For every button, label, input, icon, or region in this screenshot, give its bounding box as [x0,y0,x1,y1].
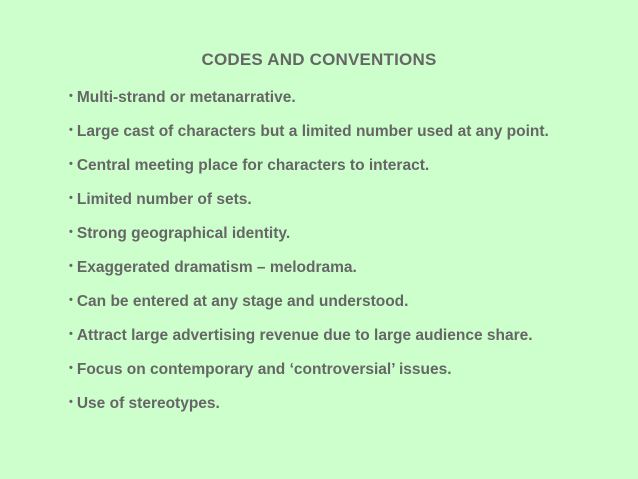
bullet-item [69,324,569,346]
bullet-item [69,392,569,414]
bullet-item [69,86,569,108]
bullet-text: Limited number of sets. [76,191,252,208]
bullet-text: Can be entered at any stage and understood. [76,293,409,310]
bullet-text: Central meeting place for characters to interact. [76,157,430,174]
bullet-text: Exaggerated dramatism – melodrama. [76,259,357,276]
bullet-item [69,256,569,278]
bullet-text: Use of stereotypes. [76,395,220,412]
bullet-text: Attract large advertising revenue due to large audience share. [76,327,533,344]
bullet-dot-icon: • [69,328,73,340]
bullet-item [69,358,569,380]
bullet-dot-icon: • [69,294,73,306]
bullet-dot-icon: • [69,124,73,136]
bullet-dot-icon: • [69,90,73,102]
bullet-text: Strong geographical identity. [76,225,291,242]
bullet-item [69,120,569,142]
bullet-dot-icon: • [69,192,73,204]
bullet-item [69,222,569,244]
slide-title: CODES AND CONVENTIONS [201,50,437,69]
bullet-dot-icon: • [69,260,73,272]
bullet-text: Focus on contemporary and ‘controversial’ issues. [76,361,452,378]
bullet-item [69,188,569,210]
bullet-dot-icon: • [69,158,73,170]
bullet-dot-icon: • [69,226,73,238]
bullet-dot-icon: • [69,396,73,408]
bullet-dot-icon: • [69,362,73,374]
bullet-item [69,154,569,176]
bullet-text: Large cast of characters but a limited number used at any point. [76,123,549,140]
bullet-item [69,290,569,312]
bullet-text: Multi-strand or metanarrative. [76,89,296,106]
bullet-list [69,86,569,426]
